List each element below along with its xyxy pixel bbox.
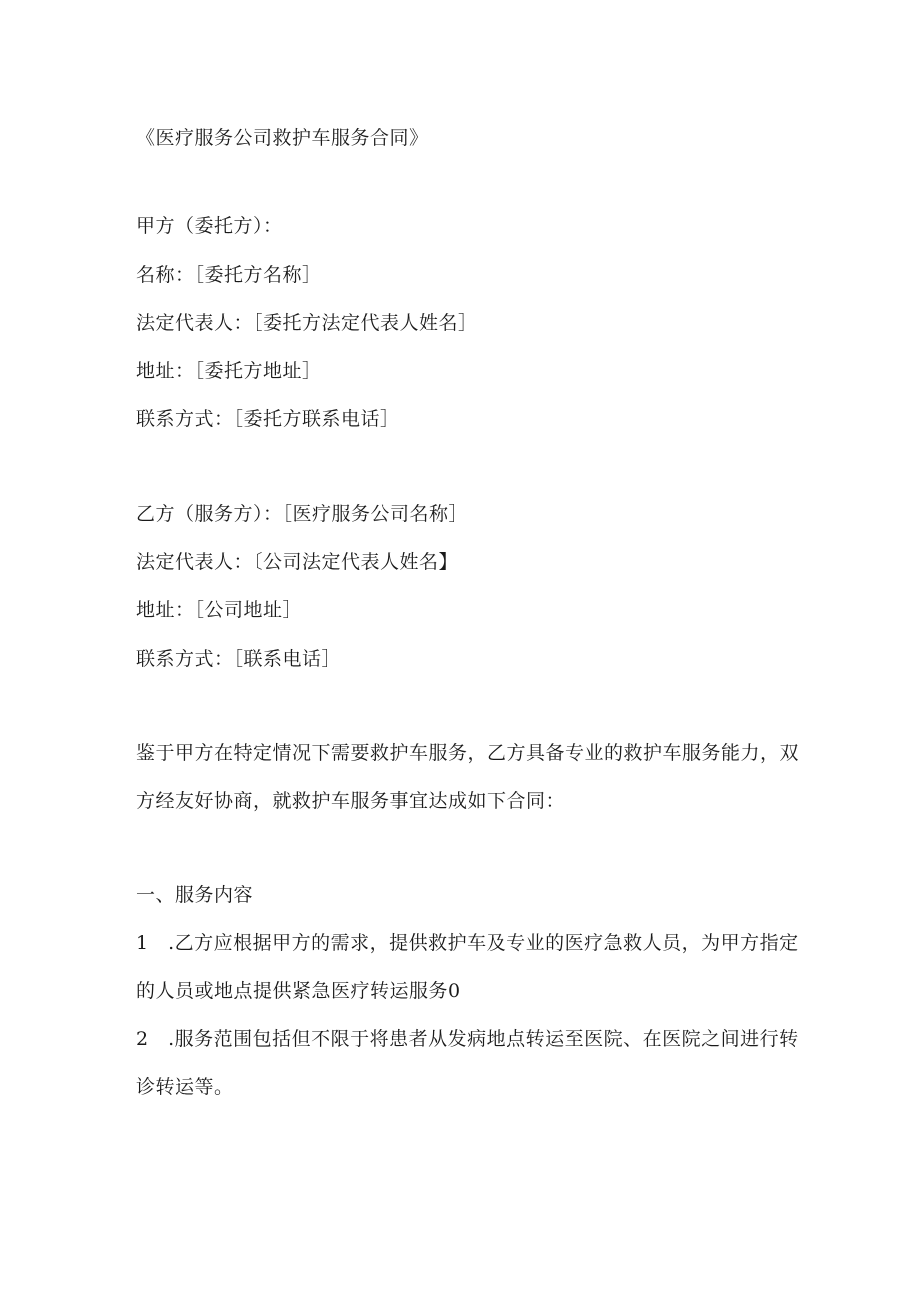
- section-1-item-1-line-2: 的人员或地点提供紧急医疗转运服务0: [136, 980, 461, 1002]
- section-1-heading: 一、服务内容: [136, 884, 254, 906]
- party-b-address: 地址：［公司地址］: [136, 599, 303, 621]
- party-a-heading: 甲方（委托方）：: [136, 215, 283, 237]
- party-b-contact: 联系方式：［联系电话］: [136, 648, 342, 670]
- party-b-legal-rep: 法定代表人：〔公司法定代表人姓名】: [136, 551, 459, 573]
- section-1-item-2-line-1: 2 .服务范围包括但不限于将患者从发病地点转运至医院、在医院之间进行转: [136, 1028, 799, 1050]
- section-1-item-2-line-2: 诊转运等。: [136, 1076, 234, 1098]
- party-a-address: 地址：［委托方地址］: [136, 360, 322, 382]
- party-a-name: 名称：［委托方名称］: [136, 264, 322, 286]
- party-a-legal-rep: 法定代表人：［委托方法定代表人姓名］: [136, 312, 478, 334]
- preamble-line-2: 方经友好协商，就救护车服务事宜达成如下合同：: [136, 790, 566, 812]
- party-a-contact: 联系方式：［委托方联系电话］: [136, 408, 400, 430]
- preamble-line-1: 鉴于甲方在特定情况下需要救护车服务，乙方具备专业的救护车服务能力，双: [136, 742, 800, 764]
- contract-title: 《医疗服务公司救护车服务合同》: [136, 127, 429, 149]
- party-b-heading: 乙方（服务方）：［医疗服务公司名称］: [136, 503, 469, 525]
- section-1-item-1-line-1: 1 .乙方应根据甲方的需求，提供救护车及专业的医疗急救人员，为甲方指定: [136, 932, 799, 954]
